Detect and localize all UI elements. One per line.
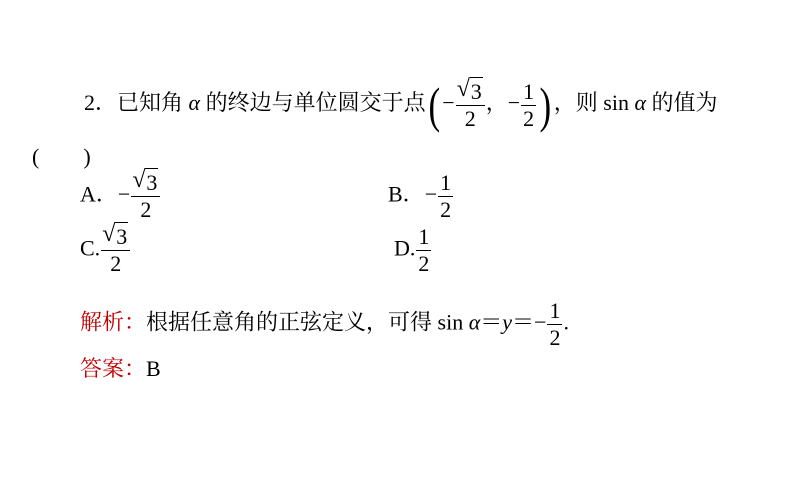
option-c-label: C. (80, 235, 101, 261)
right-paren: ) (539, 77, 552, 133)
option-b-fraction: $\frac{1}{2}$ (440, 170, 452, 222)
option-b-label: B． (388, 181, 425, 207)
analysis-line: 解析：根据任意角的正弦定义，可得 sin α＝y＝− $\frac{1}{2}$ . (80, 298, 569, 350)
answer-label: 答案： (80, 356, 147, 381)
question-number: 2． (84, 90, 118, 116)
fraction-neg-1-over-2: $\frac{1}{2}$ (523, 78, 535, 131)
answer-value: B (146, 356, 161, 381)
option-c-fraction: √ 3 2 (101, 226, 130, 275)
fraction-neg-sqrt3-over-2: √ 3 2 (456, 81, 485, 130)
option-a-label: A． (80, 181, 118, 207)
analysis-fraction: $\frac{1}{2}$ (549, 298, 561, 350)
answer-bracket: ( ) (32, 144, 91, 169)
option-d (394, 226, 432, 275)
option-a: A．− √ 3 2 (80, 172, 161, 221)
option-c (80, 221, 131, 276)
analysis-label: 解析： (80, 309, 147, 335)
option-b: B．− $\frac{1}{2}$ (388, 170, 452, 222)
option-d-label: D. (394, 235, 416, 261)
left-paren: ( (428, 77, 440, 133)
answer-line (80, 352, 161, 383)
alpha-symbol: α (188, 90, 201, 116)
option-d-fraction: $\frac{1}{2}$ (418, 224, 430, 276)
analysis-text: 根据任意角的正弦定义，可得 sin (146, 309, 469, 335)
question-stem: 2．已知角 α 的终边与单位圆交于点( − √ 3 2 ，− $\frac{1}{2}$ ) ，则 sin α 的值为 (84, 75, 718, 133)
option-a-fraction: √ 3 2 (131, 172, 160, 221)
